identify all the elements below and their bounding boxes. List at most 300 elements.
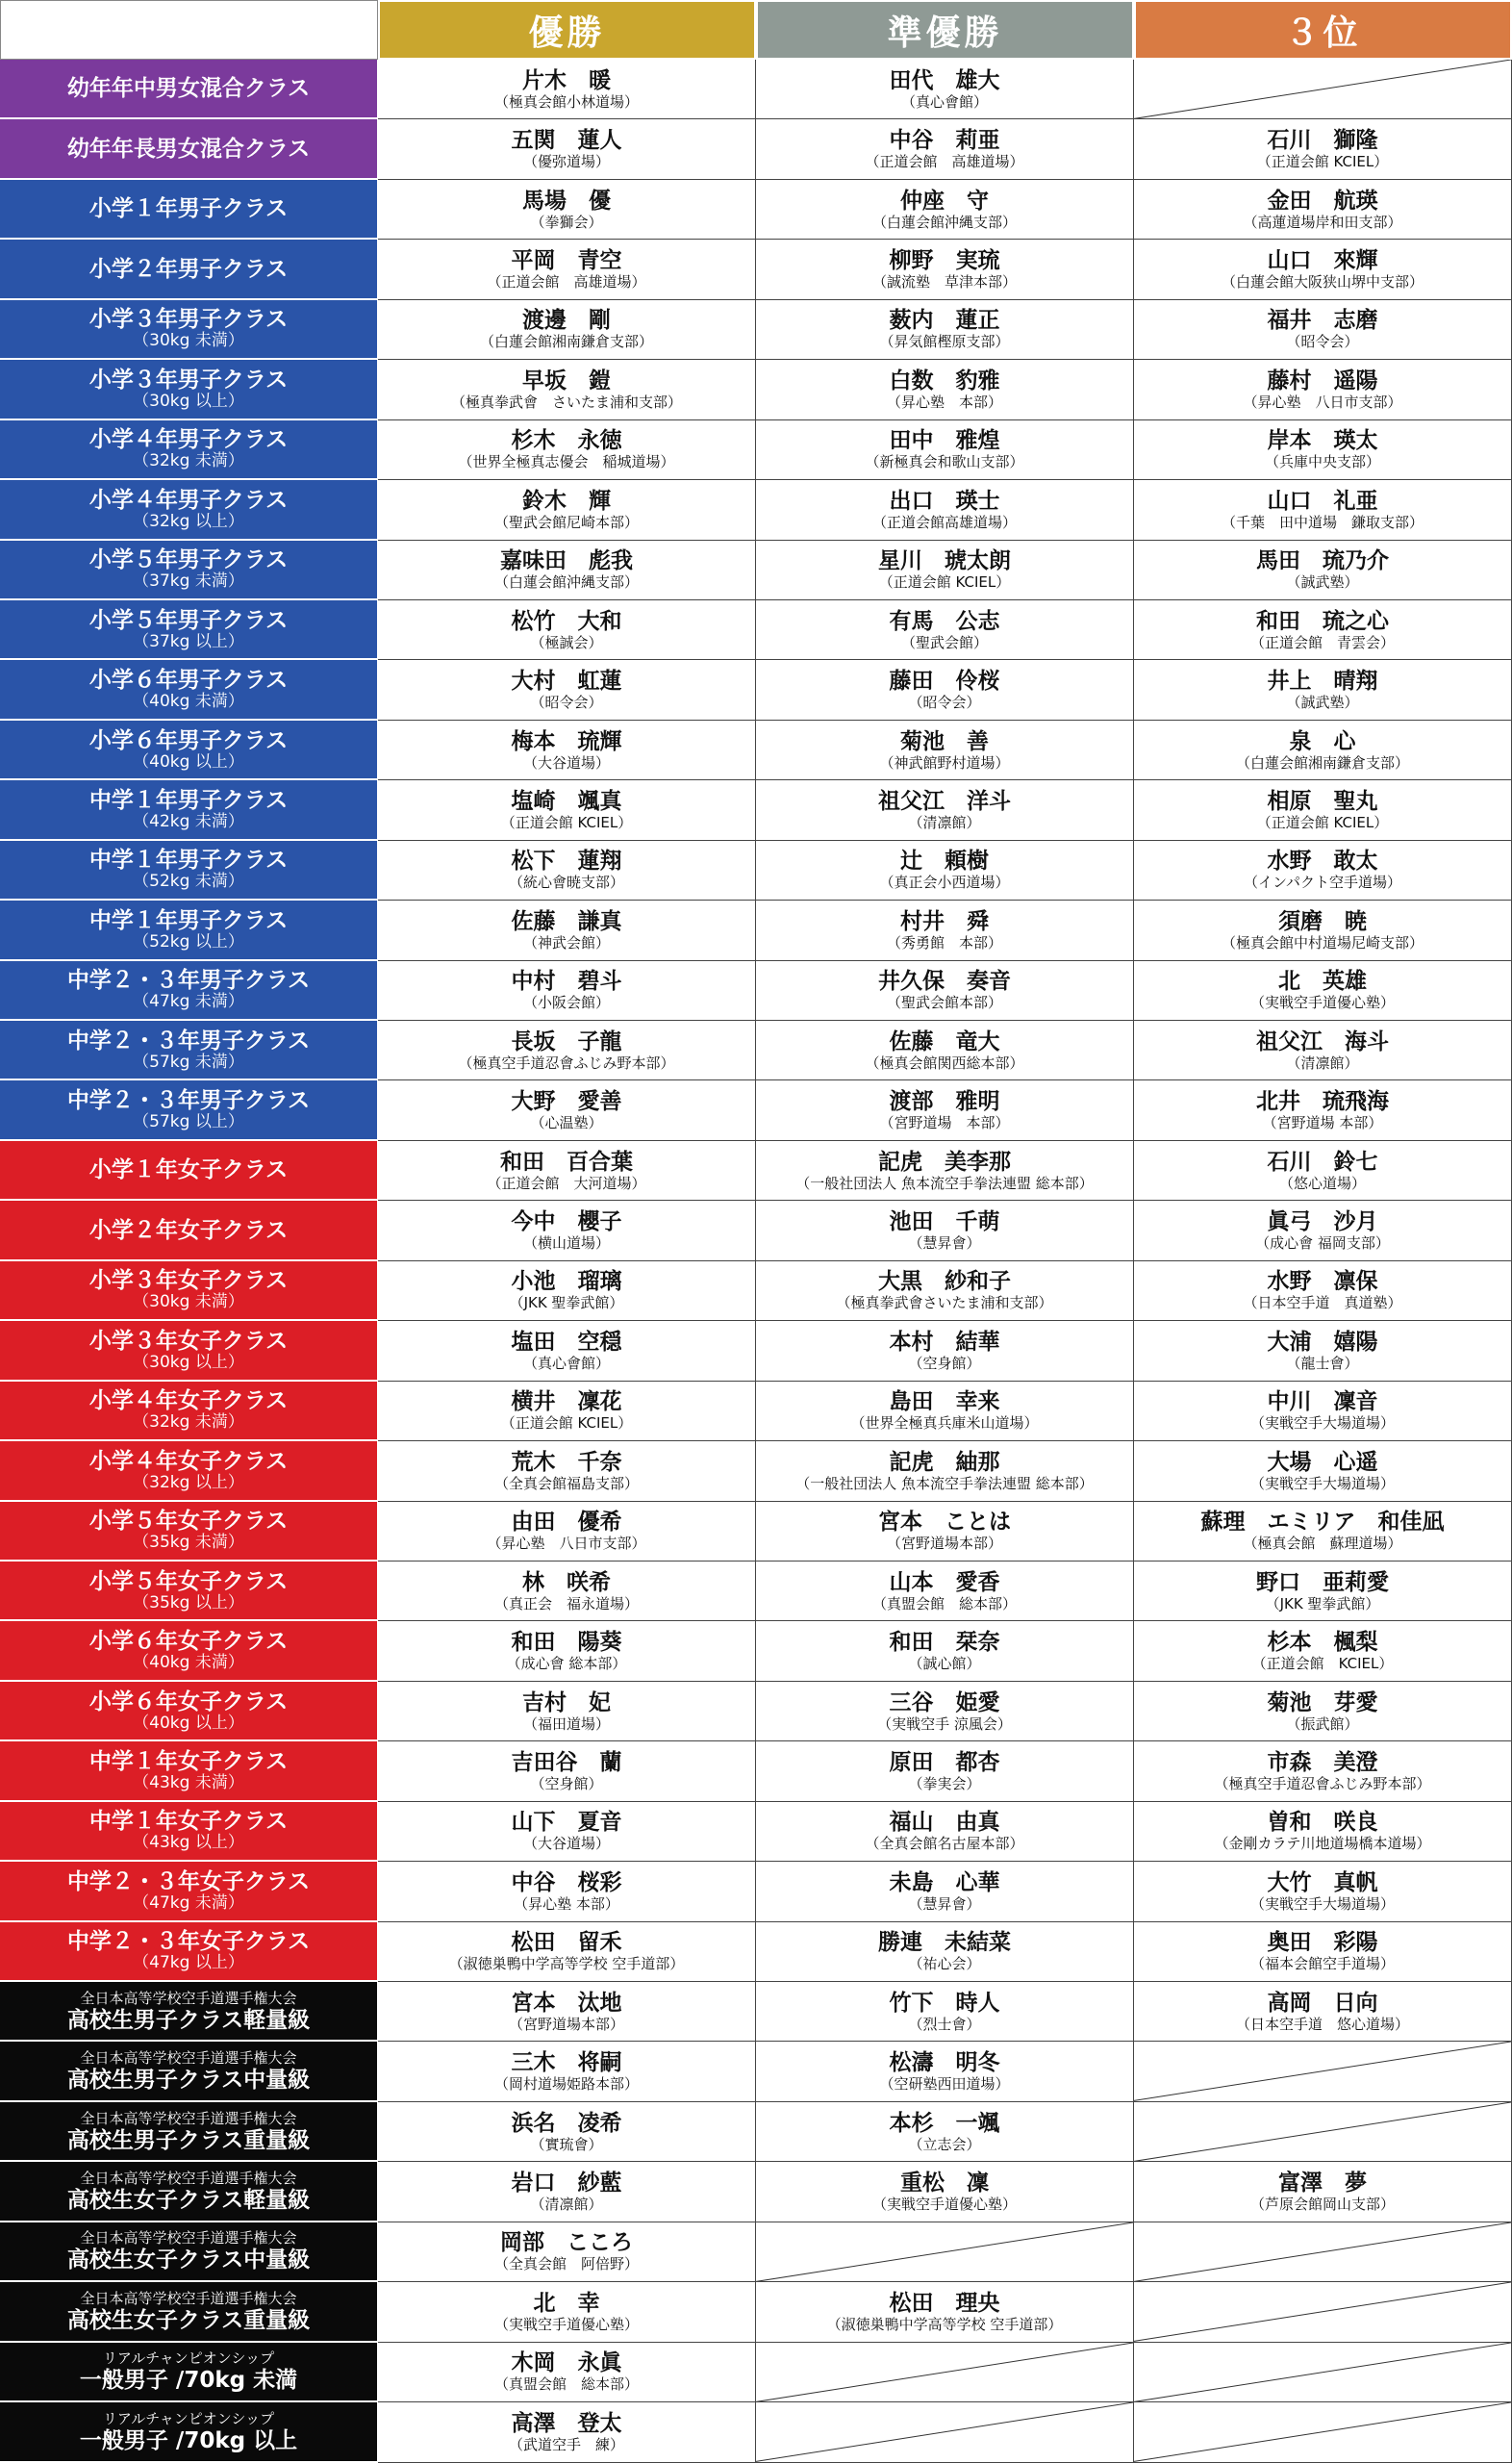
third-place-name: 藤村 遥陽 xyxy=(1267,368,1378,394)
second-place-cell xyxy=(756,2102,1134,2162)
second-place-dojo: （秀勇館 本部） xyxy=(886,933,1002,952)
class-subtitle: （32kg 以上） xyxy=(133,1472,244,1492)
first-place-name: 五関 蓮人 xyxy=(511,128,622,154)
second-place-name: 辻 頼樹 xyxy=(900,849,989,875)
first-place-name: 杉木 永徳 xyxy=(511,428,622,454)
second-place-dojo: （一般社団法人 魚本流空手拳法連盟 総本部） xyxy=(795,1174,1094,1192)
first-place-dojo: （小阪会館） xyxy=(522,994,610,1012)
second-place-dojo: （聖武会館） xyxy=(900,633,988,651)
second-place-name: 池田 千萌 xyxy=(889,1209,1000,1235)
class-name: 小学４年女子クラス xyxy=(88,1448,289,1474)
class-name: 中学１年男子クラス xyxy=(88,848,289,874)
first-place-cell xyxy=(378,1321,756,1381)
class-category-cell xyxy=(0,1802,378,1862)
second-place-name: 出口 瑛士 xyxy=(889,488,1000,514)
first-place-cell xyxy=(378,541,756,600)
first-place-cell xyxy=(378,2102,756,2162)
third-place-name: 和田 琉之心 xyxy=(1256,608,1389,634)
third-place-dojo: （正道会館 KCIEL） xyxy=(1256,153,1389,171)
first-place-name: 三木 将嗣 xyxy=(511,2050,622,2076)
first-place-dojo: （真正会 福永道場） xyxy=(493,1594,639,1612)
second-place-cell xyxy=(756,1382,1134,1441)
second-place-dojo: （新極真会和歌山支部） xyxy=(865,453,1024,471)
class-subtitle: （57kg 以上） xyxy=(133,1112,244,1132)
empty-slash-mark xyxy=(756,2402,1133,2461)
first-place-cell xyxy=(378,2042,756,2101)
third-place-name: 須磨 暁 xyxy=(1278,908,1367,934)
empty-result-cell xyxy=(1134,2102,1512,2162)
third-place-name: 北井 琉飛海 xyxy=(1256,1089,1389,1115)
third-place-cell xyxy=(1134,119,1512,179)
first-place-name: 松下 蓮翔 xyxy=(511,849,622,875)
third-place-dojo: （千葉 田中道場 鎌取支部） xyxy=(1221,513,1424,531)
class-subtitle: 高校生女子クラス中量級 xyxy=(66,2247,311,2273)
first-place-dojo: （大谷道場） xyxy=(522,1835,610,1853)
class-name: 小学６年男子クラス xyxy=(88,668,289,694)
class-category-cell xyxy=(0,2343,378,2402)
first-place-dojo: （極誠会） xyxy=(530,633,603,651)
second-place-cell xyxy=(756,1562,1134,1621)
second-place-cell xyxy=(756,60,1134,119)
second-place-dojo: （世界全極真兵庫米山道場） xyxy=(850,1414,1039,1433)
first-place-name: 吉田谷 蘭 xyxy=(511,1749,622,1775)
third-place-name: 曽和 咲良 xyxy=(1267,1810,1378,1836)
class-name: 幼年年長男女混合クラス xyxy=(66,136,311,162)
first-place-cell xyxy=(378,360,756,419)
second-place-dojo: （正道会館 高雄道場） xyxy=(865,153,1024,171)
class-category-cell xyxy=(0,780,378,840)
second-place-cell xyxy=(756,480,1134,540)
class-subtitle: （47kg 以上） xyxy=(133,1953,244,1973)
third-place-dojo: （高蓮道場岸和田支部） xyxy=(1243,213,1402,231)
class-name: 小学４年女子クラス xyxy=(88,1388,289,1414)
second-place-dojo: （真正会小西道場） xyxy=(879,874,1010,892)
first-place-cell xyxy=(378,1502,756,1562)
second-place-name: 和田 栞奈 xyxy=(889,1630,1000,1656)
empty-slash-mark xyxy=(756,2222,1133,2281)
first-place-cell xyxy=(378,2282,756,2342)
class-name: 中学１年男子クラス xyxy=(88,787,289,813)
empty-slash-mark xyxy=(1134,2042,1511,2100)
class-subtitle: （57kg 未満） xyxy=(133,1052,244,1072)
class-name: 小学４年男子クラス xyxy=(88,487,289,513)
second-place-name: 竹下 時人 xyxy=(889,1990,1000,2016)
class-name: 中学２・３年男子クラス xyxy=(66,968,311,994)
first-place-name: 松田 留禾 xyxy=(511,1930,622,1956)
second-place-dojo: （拳実会） xyxy=(908,1774,981,1792)
class-name: 中学１年女子クラス xyxy=(88,1748,289,1774)
third-place-dojo: （振武館） xyxy=(1286,1714,1359,1733)
class-category-cell xyxy=(0,961,378,1021)
first-place-cell xyxy=(378,2222,756,2282)
empty-slash-mark xyxy=(1134,60,1511,118)
class-subtitle: 高校生男子クラス重量級 xyxy=(66,2127,311,2153)
first-place-cell xyxy=(378,240,756,299)
class-category-cell xyxy=(0,119,378,179)
first-place-cell xyxy=(378,420,756,480)
third-place-cell xyxy=(1134,420,1512,480)
class-category-cell xyxy=(0,2042,378,2101)
class-subtitle: （40kg 以上） xyxy=(133,751,244,772)
class-name: リアルチャンピオンシップ xyxy=(102,2409,275,2427)
first-place-dojo: （統心會暁支部） xyxy=(508,874,624,892)
first-place-dojo: （宮野道場本部） xyxy=(508,2015,624,2033)
first-place-cell xyxy=(378,1982,756,2042)
second-place-name: 福山 由真 xyxy=(889,1810,1000,1836)
first-place-cell xyxy=(378,841,756,901)
second-place-cell xyxy=(756,420,1134,480)
class-category-cell xyxy=(0,901,378,960)
class-name: 小学１年女子クラス xyxy=(88,1157,289,1183)
third-place-cell xyxy=(1134,1922,1512,1982)
third-place-cell xyxy=(1134,1321,1512,1381)
second-place-dojo: （誠流塾 草津本部） xyxy=(871,273,1017,292)
second-place-name: 田中 雅煌 xyxy=(889,428,1000,454)
second-place-dojo: （正道会館高雄道場） xyxy=(871,513,1017,531)
third-place-cell xyxy=(1134,660,1512,720)
third-place-cell xyxy=(1134,1802,1512,1862)
class-category-cell xyxy=(0,1080,378,1140)
class-subtitle: （40kg 未満） xyxy=(133,1653,244,1673)
first-place-name: 小池 瑠璃 xyxy=(511,1269,622,1295)
third-place-dojo: （正道会館 KCIEL） xyxy=(1256,813,1389,831)
first-place-name: 片木 暖 xyxy=(522,67,611,93)
third-place-dojo: （実戦空手道優心塾） xyxy=(1249,994,1395,1012)
class-name: 小学６年女子クラス xyxy=(88,1689,289,1714)
second-place-cell xyxy=(756,1802,1134,1862)
first-place-dojo: （清凛館） xyxy=(530,2196,603,2214)
first-place-name: 和田 百合葉 xyxy=(500,1149,633,1175)
class-name: 小学５年女子クラス xyxy=(88,1568,289,1594)
class-name: 全日本高等学校空手道選手権大会 xyxy=(80,1989,297,2007)
first-place-dojo: （拳獅会） xyxy=(530,213,603,231)
first-place-cell xyxy=(378,1621,756,1681)
second-place-cell xyxy=(756,1982,1134,2042)
second-place-name: 大黒 紗和子 xyxy=(878,1269,1011,1295)
first-place-name: 木岡 永眞 xyxy=(511,2350,622,2376)
third-place-cell xyxy=(1134,541,1512,600)
third-place-name: 金田 航瑛 xyxy=(1267,188,1378,214)
third-place-name: 相原 聖丸 xyxy=(1267,788,1378,814)
first-place-cell xyxy=(378,2343,756,2402)
third-place-dojo: （清凛館） xyxy=(1286,1054,1359,1072)
first-place-cell xyxy=(378,660,756,720)
second-place-name: 仲座 守 xyxy=(900,188,989,214)
first-place-dojo: （福田道場） xyxy=(522,1714,610,1733)
first-place-cell xyxy=(378,2162,756,2222)
class-subtitle: （30kg 未満） xyxy=(133,331,244,351)
third-place-name: 菊池 芽愛 xyxy=(1267,1689,1378,1715)
second-place-dojo: （昇気館樫原支部） xyxy=(879,333,1010,351)
first-place-cell xyxy=(378,1862,756,1921)
class-category-cell xyxy=(0,1862,378,1921)
first-place-name: 松竹 大和 xyxy=(511,608,622,634)
first-place-cell xyxy=(378,721,756,780)
class-name: 全日本高等学校空手道選手権大会 xyxy=(80,2049,297,2068)
first-place-name: 馬場 優 xyxy=(522,188,611,214)
first-place-dojo: （優弥道場） xyxy=(522,153,610,171)
first-place-dojo: （正道会館 KCIEL） xyxy=(500,1414,633,1433)
second-place-dojo: （聖武会館本部） xyxy=(886,994,1002,1012)
second-place-name: 山本 愛香 xyxy=(889,1569,1000,1595)
first-place-dojo: （白蓮会館湘南鎌倉支部） xyxy=(479,333,653,351)
third-place-name: 北 英雄 xyxy=(1278,969,1367,995)
class-name: 小学３年男子クラス xyxy=(88,367,289,393)
class-subtitle: 高校生女子クラス軽量級 xyxy=(66,2188,311,2214)
second-place-name: 記虎 紬那 xyxy=(889,1449,1000,1475)
third-place-name: 大竹 真帆 xyxy=(1267,1869,1378,1895)
second-place-cell xyxy=(756,901,1134,960)
class-subtitle: （43kg 以上） xyxy=(133,1833,244,1853)
third-place-cell xyxy=(1134,1441,1512,1501)
first-place-name: 今中 櫻子 xyxy=(511,1209,622,1235)
third-place-cell xyxy=(1134,1562,1512,1621)
second-place-cell xyxy=(756,1201,1134,1260)
third-place-dojo: （金剛カラテ川地道場橋本道場） xyxy=(1214,1835,1431,1853)
first-place-name: 山下 夏音 xyxy=(511,1810,622,1836)
second-place-name: 宮本 ことは xyxy=(878,1510,1011,1536)
second-place-dojo: （空研塾西田道場） xyxy=(879,2075,1010,2094)
third-place-name: 大浦 嬉陽 xyxy=(1267,1329,1378,1355)
class-name: 小学４年男子クラス xyxy=(88,427,289,453)
second-place-name: 白数 豹雅 xyxy=(889,368,1000,394)
class-name: 小学１年男子クラス xyxy=(88,196,289,222)
first-place-name: 早坂 鎧 xyxy=(522,368,611,394)
third-place-name: 野口 亜莉愛 xyxy=(1256,1569,1389,1595)
class-subtitle: （40kg 未満） xyxy=(133,692,244,712)
first-place-cell xyxy=(378,1021,756,1080)
header-third-place: ３位 xyxy=(1134,0,1512,60)
class-category-cell xyxy=(0,721,378,780)
class-subtitle: （35kg 未満） xyxy=(133,1533,244,1553)
second-place-name: 有馬 公志 xyxy=(889,608,1000,634)
empty-result-cell xyxy=(756,2222,1134,2282)
second-place-cell xyxy=(756,1261,1134,1321)
third-place-dojo: （実戦空手大場道場） xyxy=(1249,1894,1395,1913)
class-subtitle: （42kg 未満） xyxy=(133,811,244,831)
second-place-dojo: （慧昇會） xyxy=(908,1894,981,1913)
first-place-dojo: （聖武会館尼崎本部） xyxy=(493,513,639,531)
third-place-name: 福井 志磨 xyxy=(1267,308,1378,334)
class-subtitle: 一般男子 /70kg 以上 xyxy=(79,2427,298,2453)
class-category-cell xyxy=(0,1922,378,1982)
third-place-name: 大場 心遥 xyxy=(1267,1449,1378,1475)
second-place-name: 柳野 実琉 xyxy=(889,248,1000,274)
third-place-dojo: （日本空手道 真道塾） xyxy=(1243,1294,1402,1312)
second-place-dojo: （淑徳巣鴨中学高等学校 空手道部） xyxy=(826,2315,1063,2333)
first-place-cell xyxy=(378,600,756,660)
second-place-dojo: （一般社団法人 魚本流空手拳法連盟 総本部） xyxy=(795,1474,1094,1492)
class-name: 小学６年女子クラス xyxy=(88,1629,289,1655)
second-place-cell xyxy=(756,1741,1134,1801)
third-place-name: 岸本 瑛太 xyxy=(1267,428,1378,454)
first-place-cell xyxy=(378,961,756,1021)
second-place-name: 原田 都杏 xyxy=(889,1749,1000,1775)
second-place-cell xyxy=(756,300,1134,360)
first-place-dojo: （真盟会館 総本部） xyxy=(493,2375,639,2394)
first-place-name: 中村 碧斗 xyxy=(511,969,622,995)
first-place-dojo: （正道会館 KCIEL） xyxy=(500,813,633,831)
first-place-dojo: （昇心塾 八日市支部） xyxy=(487,1535,646,1553)
second-place-name: 菊池 善 xyxy=(900,728,989,754)
second-place-name: 重松 凜 xyxy=(900,2171,989,2196)
class-subtitle: （52kg 以上） xyxy=(133,931,244,952)
empty-slash-mark xyxy=(1134,2343,1511,2401)
first-place-name: 大野 愛善 xyxy=(511,1089,622,1115)
class-name: 小学５年男子クラス xyxy=(88,607,289,633)
class-category-cell xyxy=(0,2102,378,2162)
first-place-name: 渡邊 剛 xyxy=(522,308,611,334)
class-name: 小学６年男子クラス xyxy=(88,727,289,753)
first-place-name: 横井 凜花 xyxy=(511,1389,622,1415)
third-place-dojo: （悠心道場） xyxy=(1278,1174,1366,1192)
third-place-name: 井上 晴翔 xyxy=(1267,669,1378,695)
third-place-cell xyxy=(1134,600,1512,660)
second-place-name: 中谷 莉亜 xyxy=(889,128,1000,154)
third-place-dojo: （宮野道場 本部） xyxy=(1262,1114,1383,1132)
second-place-name: 藤田 伶桜 xyxy=(889,669,1000,695)
class-subtitle: 高校生女子クラス重量級 xyxy=(66,2307,311,2333)
third-place-name: 祖父江 海斗 xyxy=(1256,1028,1389,1054)
empty-slash-mark xyxy=(1134,2282,1511,2341)
second-place-cell xyxy=(756,240,1134,299)
empty-slash-mark xyxy=(1134,2402,1511,2461)
third-place-name: 石川 獅隆 xyxy=(1267,128,1378,154)
class-subtitle: （47kg 未満） xyxy=(133,1892,244,1913)
class-category-cell xyxy=(0,1021,378,1080)
third-place-dojo: （インパクト空手道場） xyxy=(1244,874,1401,892)
second-place-name: 薮内 蓮正 xyxy=(889,308,1000,334)
third-place-name: 眞弓 沙月 xyxy=(1267,1209,1378,1235)
third-place-dojo: （極真会館 蘇理道場） xyxy=(1243,1535,1402,1553)
third-place-dojo: （誠武塾） xyxy=(1286,694,1359,712)
first-place-cell xyxy=(378,180,756,240)
second-place-dojo: （白蓮会館沖縄支部） xyxy=(871,213,1017,231)
second-place-dojo: （全真会館名古屋本部） xyxy=(865,1835,1024,1853)
third-place-dojo: （実戦空手大場道場） xyxy=(1249,1414,1395,1433)
class-category-cell xyxy=(0,1321,378,1381)
first-place-name: 長坂 子龍 xyxy=(511,1028,622,1054)
second-place-dojo: （神武館野村道場） xyxy=(879,753,1010,772)
third-place-dojo: （福本会館空手道場） xyxy=(1249,1955,1395,1973)
third-place-dojo: （極真会館中村道場尼崎支部） xyxy=(1221,933,1424,952)
first-place-cell xyxy=(378,1682,756,1741)
second-place-cell xyxy=(756,1080,1134,1140)
third-place-name: 杉本 楓梨 xyxy=(1267,1630,1378,1656)
first-place-dojo: （神武会館） xyxy=(522,933,610,952)
class-category-cell xyxy=(0,841,378,901)
first-place-name: 北 幸 xyxy=(533,2290,600,2316)
third-place-cell xyxy=(1134,1982,1512,2042)
first-place-cell xyxy=(378,1261,756,1321)
first-place-name: 嘉味田 彪我 xyxy=(500,548,633,574)
class-category-cell xyxy=(0,541,378,600)
second-place-dojo: （極真拳武會さいたま浦和支部） xyxy=(836,1294,1053,1312)
class-category-cell xyxy=(0,1562,378,1621)
third-place-cell xyxy=(1134,1021,1512,1080)
class-name: 中学２・３年女子クラス xyxy=(66,1929,311,1955)
third-place-name: 山口 來輝 xyxy=(1267,248,1378,274)
class-name: 中学２・３年女子クラス xyxy=(66,1868,311,1894)
third-place-name: 市森 美澄 xyxy=(1267,1749,1378,1775)
second-place-cell xyxy=(756,2042,1134,2101)
second-place-name: 本杉 一颯 xyxy=(889,2110,1000,2136)
third-place-dojo: （成心會 福岡支部） xyxy=(1255,1234,1390,1253)
first-place-cell xyxy=(378,1141,756,1201)
header-first-place: 優勝 xyxy=(378,0,756,60)
first-place-cell xyxy=(378,119,756,179)
class-subtitle: 一般男子 /70kg 未満 xyxy=(79,2368,298,2394)
second-place-dojo: （極真会館関西総本部） xyxy=(865,1054,1024,1072)
first-place-dojo: （正道会館 高雄道場） xyxy=(487,273,646,292)
second-place-cell xyxy=(756,541,1134,600)
class-category-cell xyxy=(0,1741,378,1801)
class-category-cell xyxy=(0,2282,378,2342)
first-place-name: 吉村 妃 xyxy=(522,1689,611,1715)
second-place-cell xyxy=(756,1141,1134,1201)
first-place-name: 宮本 汰地 xyxy=(511,1990,622,2016)
second-place-dojo: （実戦空手 涼風会） xyxy=(877,1714,1012,1733)
class-category-cell xyxy=(0,1682,378,1741)
first-place-dojo: （正道会館 大河道場） xyxy=(487,1174,646,1192)
class-subtitle: （30kg 未満） xyxy=(133,1292,244,1312)
first-place-cell xyxy=(378,300,756,360)
first-place-cell xyxy=(378,1080,756,1140)
second-place-cell xyxy=(756,1321,1134,1381)
class-name: 全日本高等学校空手道選手権大会 xyxy=(80,2109,297,2127)
class-subtitle: （32kg 未満） xyxy=(133,451,244,471)
third-place-dojo: （極真空手道忍會ふじみ野本部） xyxy=(1214,1774,1431,1792)
class-category-cell xyxy=(0,300,378,360)
third-place-name: 中川 凜音 xyxy=(1267,1389,1378,1415)
first-place-cell xyxy=(378,1382,756,1441)
empty-result-cell xyxy=(1134,2042,1512,2101)
first-place-cell xyxy=(378,1922,756,1982)
first-place-name: 平岡 青空 xyxy=(511,248,622,274)
class-category-cell xyxy=(0,600,378,660)
class-name: 全日本高等学校空手道選手権大会 xyxy=(80,2170,297,2188)
class-name: 小学３年男子クラス xyxy=(88,307,289,333)
second-place-dojo: （烈士會） xyxy=(908,2015,981,2033)
second-place-cell xyxy=(756,2282,1134,2342)
empty-slash-mark xyxy=(756,2343,1133,2401)
third-place-cell xyxy=(1134,1502,1512,1562)
first-place-name: 鈴木 輝 xyxy=(522,488,611,514)
third-place-cell xyxy=(1134,300,1512,360)
class-category-cell xyxy=(0,2162,378,2222)
first-place-dojo: （昭令会） xyxy=(530,694,603,712)
third-place-cell xyxy=(1134,1682,1512,1741)
second-place-dojo: （正道会館 KCIEL） xyxy=(878,573,1011,592)
second-place-name: 三谷 姫愛 xyxy=(889,1689,1000,1715)
third-place-cell xyxy=(1134,841,1512,901)
class-name: 中学１年男子クラス xyxy=(88,907,289,933)
second-place-cell xyxy=(756,119,1134,179)
empty-result-cell xyxy=(1134,60,1512,119)
first-place-cell xyxy=(378,60,756,119)
first-place-dojo: （JKK 聖拳武館） xyxy=(509,1294,624,1312)
third-place-cell xyxy=(1134,1080,1512,1140)
class-subtitle: （40kg 以上） xyxy=(133,1713,244,1733)
second-place-dojo: （真盟会館 総本部） xyxy=(871,1594,1017,1612)
empty-result-cell xyxy=(1134,2343,1512,2402)
first-place-dojo: （全真会館 阿倍野） xyxy=(493,2255,639,2273)
class-name: 中学２・３年男子クラス xyxy=(66,1088,311,1114)
class-category-cell xyxy=(0,2222,378,2282)
first-place-dojo: （極真拳武會 さいたま浦和支部） xyxy=(450,393,682,411)
second-place-name: 松田 理央 xyxy=(889,2290,1000,2316)
first-place-dojo: （白蓮会館沖縄支部） xyxy=(493,573,639,592)
